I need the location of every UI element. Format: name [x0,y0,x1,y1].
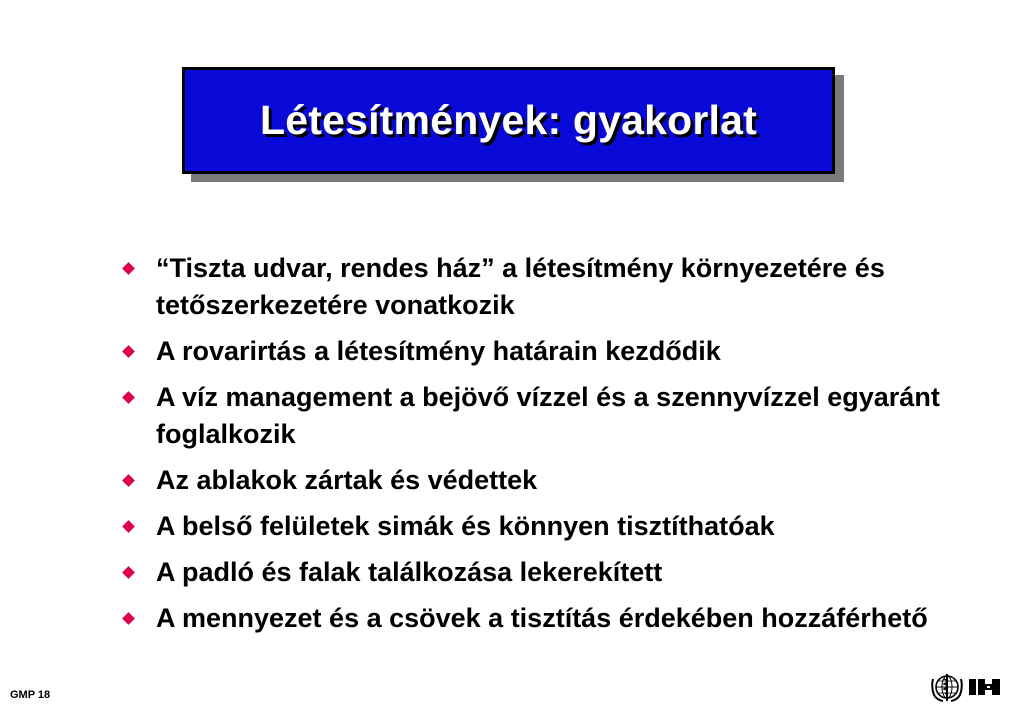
bullet-item [118,600,998,637]
bullet-text: A rovarirtás a létesítmény határain kezdődik [156,336,721,366]
diamond-bullet-icon [122,345,135,358]
bullet-item [118,379,998,453]
diamond-bullet-icon [122,391,135,404]
bullet-list [118,250,998,646]
slide-code: GMP 18 [10,689,51,701]
bullet-text: A víz management a bejövő vízzel és a szennyvízzel egyaránt foglalkozik [156,382,940,449]
bullet-item [118,250,998,324]
bullet-text: A padló és falak találkozása lekerekített [156,557,663,587]
ich-logo-icon [968,676,1002,698]
bullet-text: Az ablakok zártak és védettek [156,465,538,495]
diamond-bullet-icon [122,520,135,533]
bullet-item [118,508,998,545]
diamond-bullet-icon [122,474,135,487]
diamond-bullet-icon [122,566,135,579]
bullet-text: A mennyezet és a csövek a tisztítás érdekében hozzáférhető [156,603,928,633]
who-emblem-icon [930,671,964,703]
bullet-item [118,554,998,591]
bullet-item [118,462,998,499]
slide-title: Létesítmények: gyakorlat [259,97,757,143]
diamond-bullet-icon [122,612,135,625]
bullet-item [118,333,998,370]
diamond-bullet-icon [122,262,135,275]
bullet-text: A belső felületek simák és könnyen tisztíthatóak [156,511,775,541]
title-box [182,67,835,174]
bullet-text: “Tiszta udvar, rendes ház” a létesítmény környezetére és tetőszerkezetére vonatkozik [156,253,885,320]
